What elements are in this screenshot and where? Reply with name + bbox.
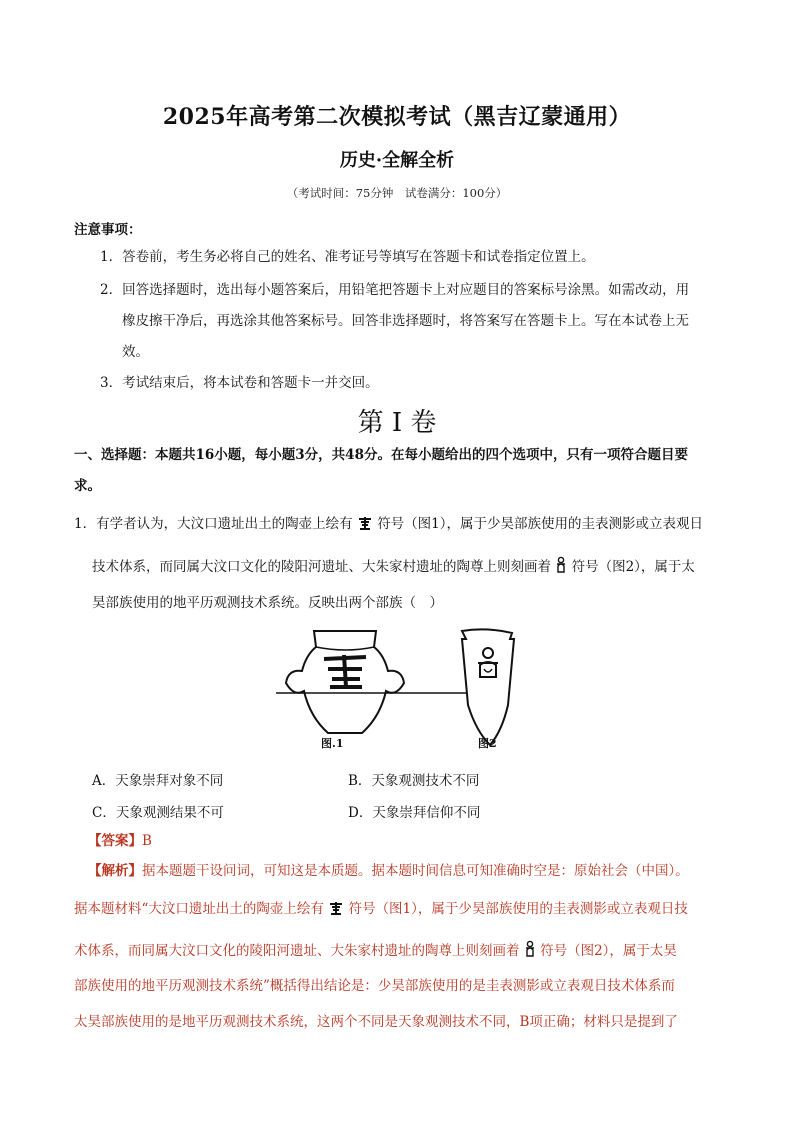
analysis-label: 【解析】 bbox=[88, 863, 142, 879]
question1-line2 bbox=[92, 556, 695, 580]
analysis-text-2b: 符号（图1），属于少昊部族使用的圭表测影或立表观日技 bbox=[348, 901, 688, 917]
question1-line3: 昊部族使用的地平历观测技术系统。反映出两个部族（ ） bbox=[92, 595, 443, 611]
option-b[interactable]: B．天象观测技术不同 bbox=[348, 773, 480, 789]
answer-value: B bbox=[142, 833, 152, 849]
zun-symbol-icon bbox=[524, 940, 536, 964]
zun-symbol-icon bbox=[555, 556, 567, 580]
note-item-2-line3: 效。 bbox=[122, 344, 149, 360]
analysis-line2 bbox=[74, 899, 688, 922]
note-item-2-line2: 橡皮擦干净后，再选涂其他答案标号。回答非选择题时，将答案写在答题卡上。写在本试卷上无 bbox=[122, 313, 689, 329]
analysis-line1 bbox=[88, 861, 689, 881]
question1-line2-b: 符号（图2），属于太 bbox=[571, 559, 695, 575]
question1-line1-b: 符号（图1），属于少昊部族使用的圭表测影或立表观日 bbox=[377, 516, 704, 532]
answer-line bbox=[88, 831, 152, 851]
analysis-line3 bbox=[74, 940, 677, 964]
figure1-label: 图.1 bbox=[321, 737, 344, 750]
figure2-label: 图2 bbox=[478, 737, 497, 750]
analysis-line4: 部族使用的地平历观测技术系统”概括得出结论是：少昊部族使用的是圭表测影或立表观日技术体系而 bbox=[74, 978, 675, 994]
option-d[interactable]: D．天象崇拜信仰不同 bbox=[348, 805, 481, 821]
question1-line1-a: 1．有学者认为，大汶口遗址出土的陶壶上绘有 bbox=[74, 516, 353, 532]
note-item-1: 1．答卷前，考生务必将自己的姓名、准考证号等填写在答题卡和试卷指定位置上。 bbox=[100, 249, 595, 265]
analysis-line5: 太昊部族使用的是地平历观测技术系统，这两个不同是天象观测技术不同，B项正确；材料只是提到了 bbox=[74, 1014, 678, 1030]
question1-line1 bbox=[74, 514, 703, 537]
analysis-text-2a: 据本题材料“大汶口遗址出土的陶壶上绘有 bbox=[74, 901, 324, 917]
page-subtitle: 历史·全解全析 bbox=[339, 150, 455, 171]
analysis-text-3a: 术体系，而同属大汶口文化的陵阳河遗址、大朱家村遗址的陶尊上则刻画着 bbox=[74, 943, 520, 959]
exam-time-info: （考试时间：75分钟 试卷满分：100分） bbox=[286, 186, 508, 200]
note-item-3: 3．考试结束后，将本试卷和答题卡一并交回。 bbox=[100, 375, 379, 391]
question1-line2-a: 技术体系，而同属大汶口文化的陵阳河遗址、大朱家村遗址的陶尊上则刻画着 bbox=[92, 559, 551, 575]
part1-instructions-line2: 求。 bbox=[74, 478, 101, 494]
page-title: 2025年高考第二次模拟考试（黑吉辽蒙通用） bbox=[162, 104, 632, 130]
analysis-text-1: 据本题题干设问词，可知这是本质题。据本题时间信息可知准确时空是：原始社会（中国）。 bbox=[142, 863, 689, 879]
analysis-text-3b: 符号（图2），属于太昊 bbox=[540, 943, 677, 959]
pot-symbol-icon bbox=[357, 515, 373, 537]
option-c[interactable]: C．天象观测结果不可 bbox=[92, 805, 224, 821]
note-item-2-line1: 2．回答选择题时，选出每小题答案后，用铅笔把答题卡上对应题目的答案标号涂黑。如需改动，用 bbox=[100, 282, 690, 298]
option-a[interactable]: A．天象崇拜对象不同 bbox=[92, 773, 224, 789]
section-title: 第 I 卷 bbox=[357, 408, 437, 438]
question1-figures bbox=[276, 625, 526, 755]
notes-heading: 注意事项： bbox=[74, 222, 142, 238]
pot-symbol-icon bbox=[328, 900, 344, 922]
answer-label: 【答案】 bbox=[88, 833, 142, 849]
part1-instructions-line1: 一、选择题：本题共16小题，每小题3分，共48分。在每小题给出的四个选项中，只有一项符合题目要 bbox=[74, 447, 688, 463]
